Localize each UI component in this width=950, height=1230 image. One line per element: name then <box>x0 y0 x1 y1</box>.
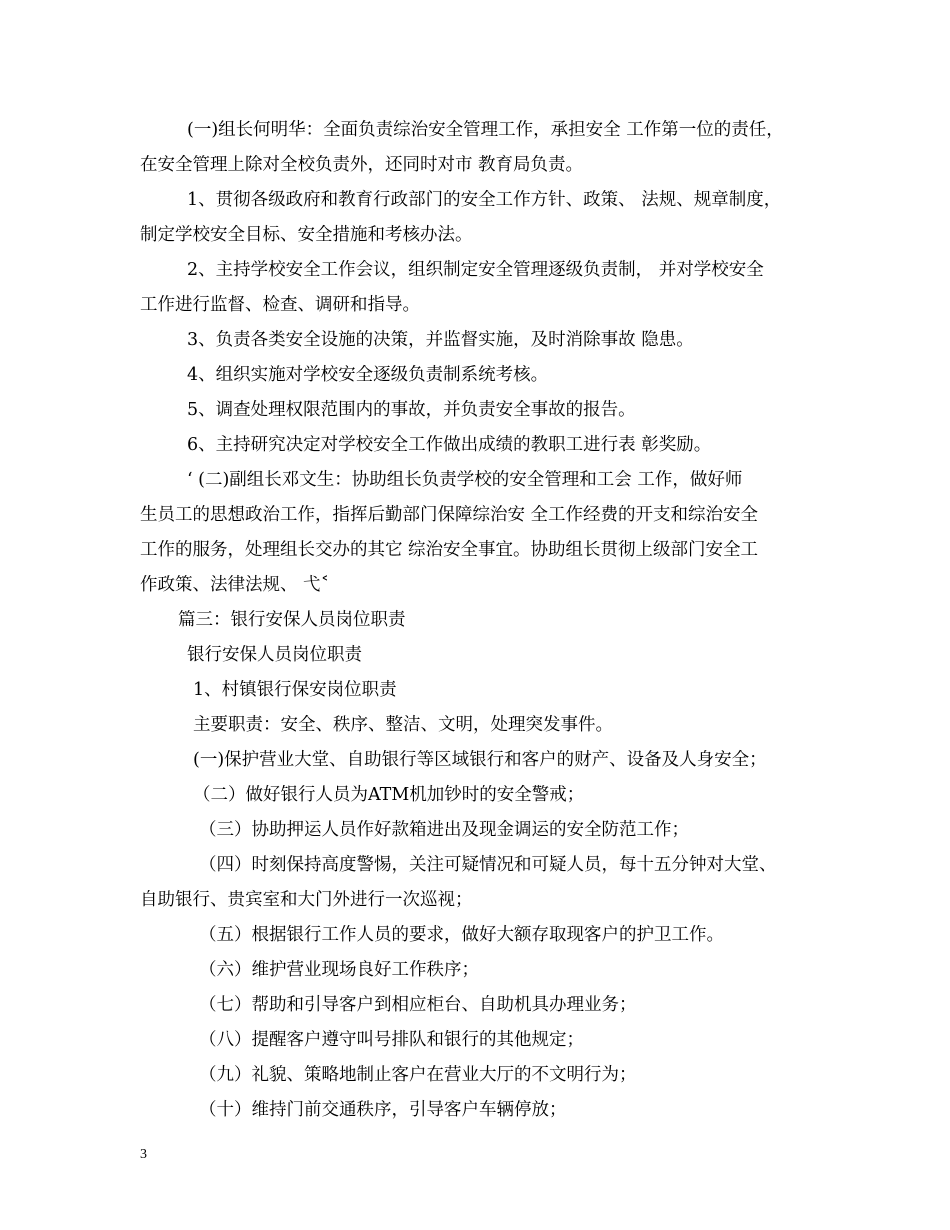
section-heading: 篇三：银行安保人员岗位职责 <box>178 610 406 630</box>
list-item: （七）帮助和引导客户到相应柜台、自助机具办理业务； <box>199 995 637 1015</box>
text-line: (一)组长何明华：全面负责综治安全管理工作，承担安全 工作第一位的责任， <box>187 120 784 140</box>
section-title: 银行安保人员岗位职责 <box>187 645 362 665</box>
text-line: 自助银行、贵宾室和大门外进行一次巡视； <box>140 890 473 910</box>
list-item: （八）提醒客户遵守叫号排队和银行的其他规定； <box>199 1030 584 1050</box>
text-line: 生员工的思想政治工作，指挥后勤部门保障综治安 全工作经费的开支和综治安全 <box>140 505 759 525</box>
text-line: 6、主持研究决定对学校安全工作做出成绩的教职工进行表 彰奖励。 <box>187 435 712 455</box>
text-line: 1、村镇银行保安岗位职责 <box>193 680 397 700</box>
text-line: 3、负责各类安全设施的决策，并监督实施，及时消除事故 隐患。 <box>187 330 694 350</box>
list-item: （三）协助押运人员作好款箱进出及现金调运的安全防范工作； <box>199 820 689 840</box>
list-item: （九）礼貌、策略地制止客户在营业大厅的不文明行为； <box>199 1065 637 1085</box>
list-item: （二）做好银行人员为ATM机加钞时的安全警戒； <box>193 785 585 805</box>
text-line: 2、主持学校安全工作会议，组织制定安全管理逐级负责制， 并对学校安全 <box>187 260 764 280</box>
text-line: 1、贯彻各级政府和教育行政部门的安全工作方针、政策、 法规、规章制度， <box>187 190 782 210</box>
text-line: 5、调查处理权限范围内的事故，并负责安全事故的报告。 <box>187 400 636 420</box>
list-item: （十）维持门前交通秩序，引导客户车辆停放； <box>199 1100 567 1120</box>
list-item: （四）时刻保持高度警惕，关注可疑情况和可疑人员，每十五分钟对大堂、 <box>199 855 777 875</box>
text-line: 主要职责：安全、秩序、整洁、文明，处理突发事件。 <box>193 715 613 735</box>
text-line: 制定学校安全目标、安全措施和考核办法。 <box>140 225 473 245</box>
text-line: 作政策、法律法规、 弋˂ <box>140 575 330 595</box>
list-item: （五）根据银行工作人员的要求，做好大额存取现客户的护卫工作。 <box>199 925 724 945</box>
list-item: (一)保护营业大堂、自助银行等区域银行和客户的财产、设备及人身安全； <box>193 750 767 770</box>
page-number: 3 <box>140 1147 147 1162</box>
text-line: 工作的服务，处理组长交办的其它 综治安全事宜。协助组长贯彻上级部门安全工 <box>140 540 759 560</box>
text-line: 在安全管理上除对全校负责外，还同时对市 教育局负责。 <box>140 155 584 175</box>
list-item: （六）维护营业现场良好工作秩序； <box>199 960 479 980</box>
text-line: 工作进行监督、检查、调研和指导。 <box>140 295 420 315</box>
text-line: 4、组织实施对学校安全逐级负责制系统考核。 <box>187 365 549 385</box>
text-line: ‘ (二)副组长邓文生：协助组长负责学校的安全管理和工会 工作，做好师 <box>187 470 743 490</box>
